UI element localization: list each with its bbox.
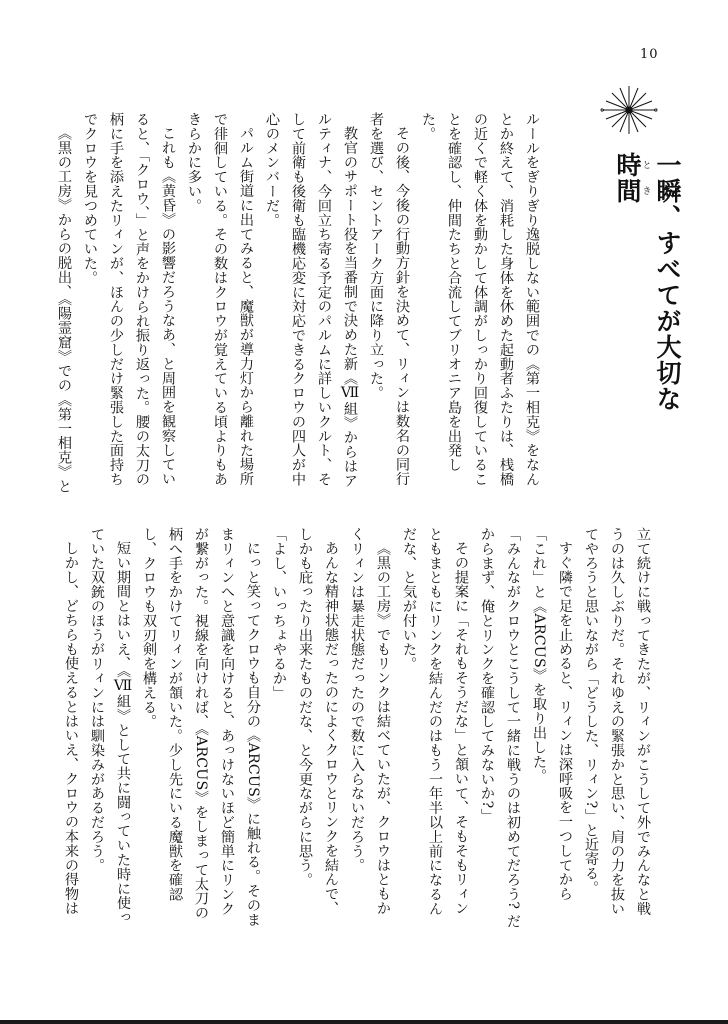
paragraph: これも《黄昏》の影響だろうなあ、と周囲を観察していると、「クロウ、」と声をかけられ振り返った。腰の太刀の柄に手を添えたリィンが、ほんの少しだけ緊張した面持ちでクロウを見つめていた。 bbox=[82, 112, 176, 487]
paragraph: 「みんながクロウとこうして一緒に戦うのは初めてだろう? だからまず、俺とリンクを確認してみないか?」 bbox=[479, 527, 521, 929]
chapter-title-ruby: とき bbox=[640, 152, 651, 204]
paragraph: あんな精神状態だったのによくクロウとリンクを結んで、しかも庇ったり出来たものだな、と今更ながらに思う。 bbox=[297, 527, 339, 916]
starburst-flourish-icon bbox=[598, 82, 660, 138]
paragraph: 教官のサポート役を当番制で決めた新《Ⅶ組》からはアルティナ、今回立ち寄る予定のパルムに詳しいクルト、そして前衛も後衛も臨機応変に対応できるクロウの四人が中心のメンバーだ。 bbox=[264, 112, 358, 488]
paragraph: しかし、どちらも使えるとはいえ、クロウの本来の得物は bbox=[63, 541, 79, 916]
bottom-rule bbox=[0, 1020, 728, 1024]
paragraph: 「よし、いっちょやるか」 bbox=[271, 527, 287, 700]
paragraph: その後、今後の行動方針を決めて、リィンは数名の同行者を選び、セントアーク方面に降り立った。 bbox=[368, 112, 410, 487]
paragraph: その提案に「それもそうだな」と頷いて、そもそもリィンともまともにリンクを結んだのはもう一年半以上前になるんだな、と気が付いた。 bbox=[401, 527, 469, 916]
paragraph: ルールをぎりぎり逸脱しない範囲での《第一相克》をなんとか終えて、消耗した身体を休めた起動者ふたりは、桟橋の近くで軽く体を動かして体調がしっかり回復していることを確認し、仲間たちと合流してブリオニア島を出発した。 bbox=[420, 112, 540, 487]
paragraph: すぐ隣で足を止めると、リィンは深呼吸を一つしてから「これ」と《ARCUS》を取り出した。 bbox=[531, 527, 573, 902]
page-number: 10 bbox=[640, 47, 659, 62]
body-text-bottom bbox=[63, 527, 656, 929]
paragraph: 短い期間とはいえ、《Ⅶ組》として共に闘っていた時に使っていた双銃のほうがリィンには馴染みがあるだろう。 bbox=[89, 527, 131, 925]
chapter-title-kanji: 時間とき bbox=[613, 152, 651, 204]
paragraph: パルム街道に出てみると、魔獣が導力灯から離れた場所で徘徊している。その数はクロウが覚えている頃よりもあきらかに多い。 bbox=[186, 112, 254, 487]
paragraph: 《黒の工房》からの脱出、《陽霊窟》での《第一相克》と bbox=[56, 126, 72, 494]
chapter-title-main: 一瞬、すべてが大切な bbox=[653, 152, 682, 412]
paragraph: にっと笑ってクロウも自分の《ARCUS》に触れる。そのままリィンへと意識を向けると、あっけないほど簡単にリンクが繋がった。視線を向ければ、《ARCUS》をしまって太刀の柄へ手をかけてリィンが頷いた。少し先にいる魔獣を確認し、クロウも双刃剣を構える。 bbox=[141, 527, 261, 927]
chapter-title bbox=[607, 152, 687, 412]
paragraph: 《黒の工房》でもリンクは結べていたが、クロウはともかくリィンは暴走状態だったので数に入らないだろう。 bbox=[349, 527, 391, 916]
body-text-top bbox=[56, 112, 545, 500]
paragraph: 立て続けに戦ってきたが、リィンがこうして外でみんなと戦うのは久しぶりだ。それゆえの緊張かと思い、肩の力を抜いてやろうと思いながら「どうした、リィン?」と近寄る。 bbox=[583, 527, 651, 916]
